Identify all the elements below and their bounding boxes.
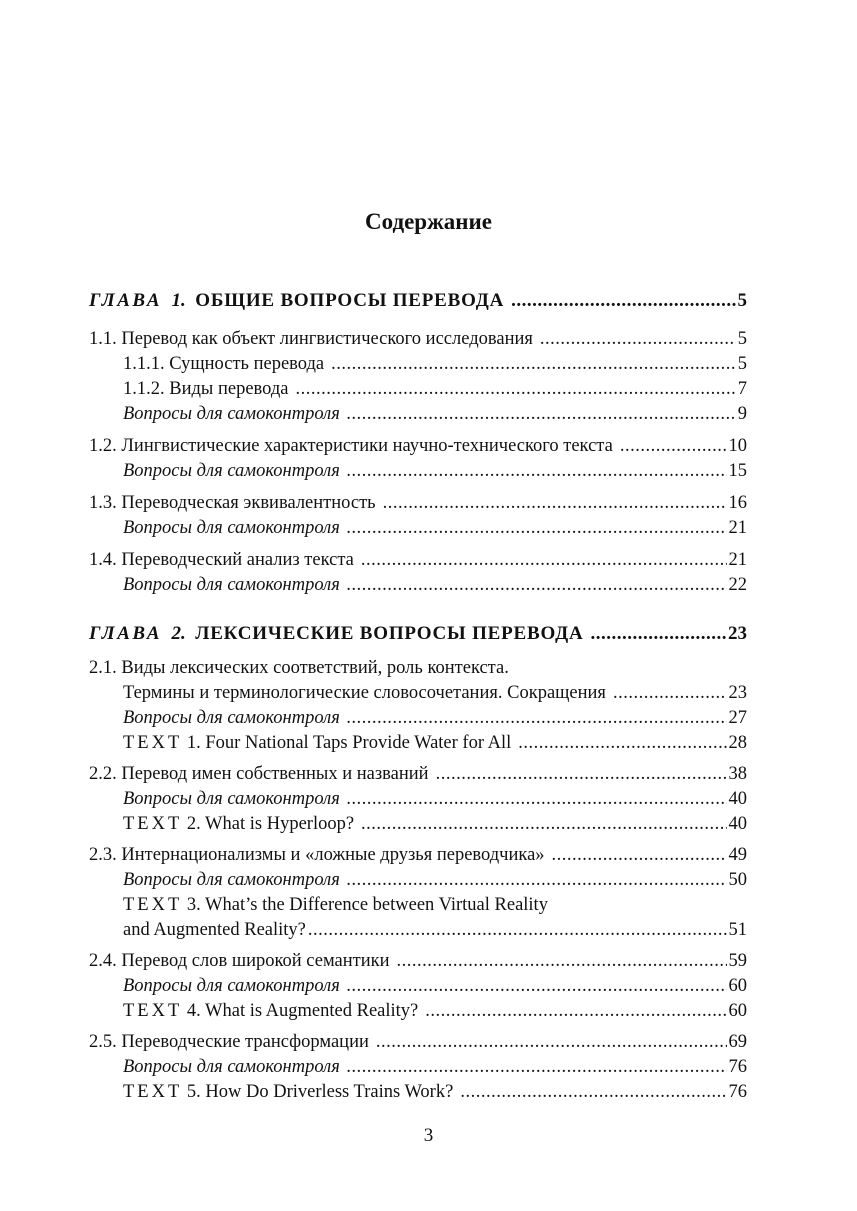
toc-questions-1-1 — [89, 402, 747, 427]
questions-label: Вопросы для самоконтроля — [123, 708, 340, 728]
chapter-prefix: ГЛАВА — [89, 290, 162, 311]
toc-text-3-line1 — [89, 893, 747, 918]
leader-dots — [361, 812, 726, 837]
page-number: 3 — [423, 1125, 434, 1146]
leader-dots — [295, 377, 735, 402]
questions-label: Вопросы для самоконтроля — [123, 976, 340, 996]
leader-dots — [425, 999, 726, 1024]
leader-dots — [347, 787, 727, 812]
toc-section-1-2 — [89, 434, 747, 459]
text-label: 1. Four National Taps Provide Water for All — [186, 733, 512, 753]
page-ref: 60 — [728, 1001, 747, 1021]
page-ref: 15 — [728, 461, 747, 481]
page-ref: 28 — [728, 733, 747, 753]
leader-dots — [347, 974, 727, 999]
toc-section-2-3 — [89, 843, 747, 868]
toc-questions-2-3 — [89, 868, 747, 893]
leader-dots — [397, 949, 727, 974]
page-ref: 16 — [728, 493, 747, 513]
toc-questions-1-4 — [89, 573, 747, 598]
toc-section-2-1-line1: 2.1. Виды лексических соответствий, роль контекста. — [89, 658, 509, 678]
text-prefix: TEXT — [123, 1001, 183, 1021]
toc-questions-2-1 — [89, 706, 747, 731]
page-ref: 59 — [728, 951, 747, 971]
toc-text-3 — [89, 918, 747, 943]
text-label: 4. What is Augmented Reality? — [186, 1001, 419, 1021]
toc-text-4 — [89, 999, 747, 1024]
section-label: 1.3. Переводческая эквивалентность — [89, 493, 376, 513]
leader-dots — [347, 516, 727, 541]
leader-dots — [460, 1080, 726, 1105]
section-label: 2.3. Интернационализмы и «ложные друзья переводчика» — [89, 845, 545, 865]
leader-dots — [308, 918, 727, 943]
page-title: Содержание — [365, 209, 492, 234]
page-ref: 21 — [728, 550, 747, 570]
page-ref: 51 — [728, 920, 747, 940]
questions-label: Вопросы для самоконтроля — [123, 1057, 340, 1077]
toc-questions-2-5 — [89, 1055, 747, 1080]
leader-dots — [347, 706, 727, 731]
leader-dots — [347, 1055, 727, 1080]
text-prefix: TEXT — [123, 733, 183, 753]
page-ref: 27 — [728, 708, 747, 728]
toc-section-2-2 — [89, 762, 747, 787]
toc-text-2 — [89, 812, 747, 837]
toc-section-1-1-1 — [89, 352, 747, 377]
page-ref: 69 — [728, 1032, 747, 1052]
toc-questions-1-2 — [89, 459, 747, 484]
page-ref: 38 — [728, 764, 747, 784]
page-ref: 23 — [728, 683, 747, 703]
toc-section-2-1 — [89, 681, 747, 706]
leader-dots — [436, 762, 727, 787]
leader-dots — [613, 681, 727, 706]
questions-label: Вопросы для самоконтроля — [123, 789, 340, 809]
page-ref: 76 — [728, 1082, 747, 1102]
questions-label: Вопросы для самоконтроля — [123, 518, 340, 538]
toc-section-2-5 — [89, 1030, 747, 1055]
leader-dots — [511, 288, 735, 313]
chapter-number: 1. — [171, 290, 186, 311]
section-label: 2.4. Перевод слов широкой семантики — [89, 951, 390, 971]
leader-dots — [591, 621, 727, 646]
section-label: 1.4. Переводческий анализ текста — [89, 550, 354, 570]
toc-questions-2-4 — [89, 974, 747, 999]
leader-dots — [361, 548, 727, 573]
questions-label: Вопросы для самоконтроля — [123, 404, 340, 424]
questions-label: Вопросы для самоконтроля — [123, 575, 340, 595]
leader-dots — [540, 327, 736, 352]
text-label: 5. How Do Driverless Trains Work? — [186, 1082, 454, 1102]
leader-dots — [518, 731, 726, 756]
leader-dots — [383, 491, 727, 516]
page-ref: 5 — [737, 329, 747, 349]
toc-section-1-1 — [89, 327, 747, 352]
page-ref: 9 — [737, 404, 747, 424]
page-ref: 60 — [728, 976, 747, 996]
leader-dots — [347, 459, 727, 484]
page-ref: 23 — [728, 623, 747, 644]
toc-text-5 — [89, 1080, 747, 1105]
page-ref: 22 — [728, 575, 747, 595]
page-ref: 49 — [728, 845, 747, 865]
page-ref: 40 — [728, 789, 747, 809]
section-label: Термины и терминологические словосочетания. Сокращения — [123, 683, 606, 703]
leader-dots — [347, 868, 727, 893]
text-prefix: TEXT — [123, 895, 183, 915]
section-label: 1.1.2. Виды перевода — [123, 379, 289, 399]
section-label: 1.2. Лингвистические характеристики научно-технического текста — [89, 436, 613, 456]
section-label: 2.5. Переводческие трансформации — [89, 1032, 369, 1052]
leader-dots — [552, 843, 727, 868]
chapter-number: 2. — [171, 623, 186, 644]
text-label-line1: 3. What’s the Difference between Virtual Reality — [186, 895, 548, 915]
page-ref: 7 — [737, 379, 747, 399]
page-ref: 50 — [728, 870, 747, 890]
toc-section-1-4 — [89, 548, 747, 573]
chapter-title: ЛЕКСИЧЕСКИЕ ВОПРОСЫ ПЕРЕВОДА — [195, 623, 584, 644]
leader-dots — [376, 1030, 727, 1055]
toc-chapter-2 — [89, 621, 747, 646]
chapter-prefix: ГЛАВА — [89, 623, 162, 644]
toc-text-1 — [89, 731, 747, 756]
toc-questions-1-3 — [89, 516, 747, 541]
questions-label: Вопросы для самоконтроля — [123, 870, 340, 890]
leader-dots — [347, 573, 727, 598]
toc-section-2-4 — [89, 949, 747, 974]
page-ref: 40 — [728, 814, 747, 834]
leader-dots — [620, 434, 727, 459]
chapter-title: ОБЩИЕ ВОПРОСЫ ПЕРЕВОДА — [195, 290, 505, 311]
section-label: 1.1. Перевод как объект лингвистического исследования — [89, 329, 533, 349]
toc-chapter-1 — [89, 288, 747, 313]
leader-dots — [331, 352, 736, 377]
page-ref: 10 — [728, 436, 747, 456]
text-prefix: TEXT — [123, 1082, 183, 1102]
leader-dots — [347, 402, 736, 427]
page-ref: 5 — [737, 290, 747, 311]
page-ref: 21 — [728, 518, 747, 538]
toc-section-1-1-2 — [89, 377, 747, 402]
text-label: 2. What is Hyperloop? — [186, 814, 355, 834]
text-label: and Augmented Reality? — [123, 920, 306, 940]
toc-questions-2-2 — [89, 787, 747, 812]
section-label: 1.1.1. Сущность перевода — [123, 354, 325, 374]
page-ref: 5 — [737, 354, 747, 374]
toc-section-1-3 — [89, 491, 747, 516]
page-ref: 76 — [728, 1057, 747, 1077]
section-label: 2.2. Перевод имен собственных и названий — [89, 764, 429, 784]
questions-label: Вопросы для самоконтроля — [123, 461, 340, 481]
table-of-contents — [89, 288, 747, 1105]
text-prefix: TEXT — [123, 814, 183, 834]
